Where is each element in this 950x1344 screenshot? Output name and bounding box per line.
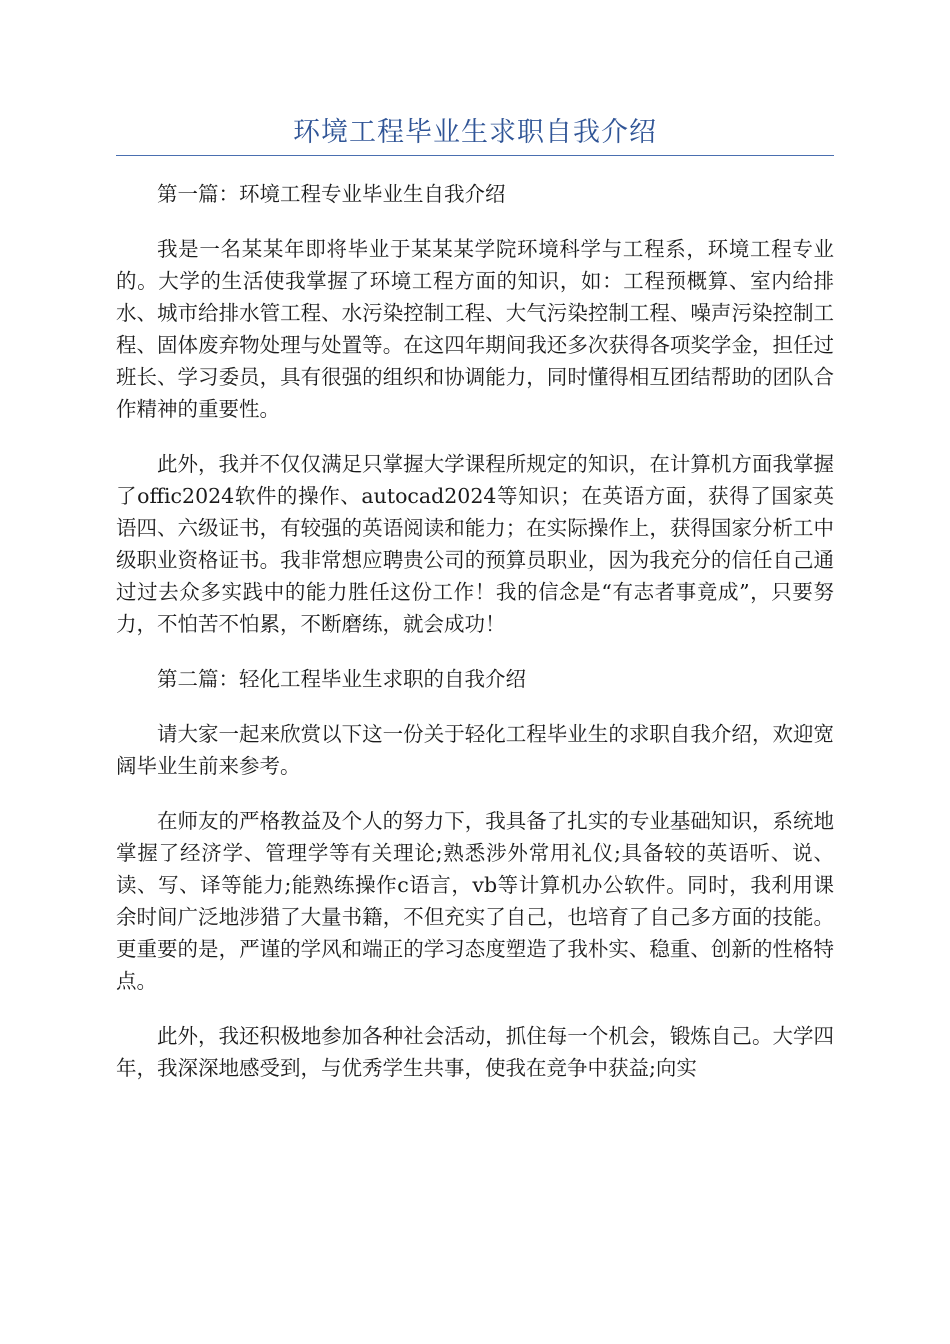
title-underline xyxy=(116,155,834,156)
paragraph-intro: 我是一名某某年即将毕业于某某某学院环境科学与工程系，环境工程专业的。大学的生活使我掌握了环境工程方面的知识，如：工程预概算、室内给排水、城市给排水管工程、水污染控制工程、大气污染控制工程、噪声污染控制工程、固体废弃物处理与处置等。在这四年期间我还多次获得各项奖学金，担任过班长、学习委员，具有很强的组织和协调能力，同时懂得相互团结帮助的团队合作精神的重要性。 xyxy=(116,237,834,421)
section-heading-1: 第一篇：环境工程专业毕业生自我介绍 xyxy=(157,182,506,206)
paragraph-invitation: 请大家一起来欣赏以下这一份关于轻化工程毕业生的求职自我介绍，欢迎宽阔毕业生前来参考。 xyxy=(116,722,834,778)
document-title: 环境工程毕业生求职自我介绍 xyxy=(293,117,657,148)
paragraph-activities: 此外，我还积极地参加各种社会活动，抓住每一个机会，锻炼自己。大学四年，我深深地感受到，与优秀学生共事，使我在竞争中获益;向实 xyxy=(116,1024,834,1080)
paragraph-knowledge: 在师友的严格教益及个人的努力下，我具备了扎实的专业基础知识，系统地掌握了经济学、管理学等有关理论;熟悉涉外常用礼仪;具备较的英语听、说、读、写、译等能力;能熟练操作c语言，vb等计算机办公软件。同时，我利用课余时间广泛地涉猎了大量书籍，不但充实了自己，也培育了自己多方面的技能。更重要的是，严谨的学风和端正的学习态度塑造了我朴实、稳重、创新的性格特点。 xyxy=(116,809,834,993)
paragraph-skills: 此外，我并不仅仅满足只掌握大学课程所规定的知识，在计算机方面我掌握了offic2024软件的操作、autocad2024等知识；在英语方面，获得了国家英语四、六级证书，有较强的英语阅读和能力；在实际操作上，获得国家分析工中级职业资格证书。我非常想应聘贵公司的预算员职业，因为我充分的信任自己通过过去众多实践中的能力胜任这份工作！我的信念是“有志者事竟成”，只要努力，不怕苦不怕累，不断磨练，就会成功！ xyxy=(116,452,834,636)
document-page xyxy=(116,0,834,1084)
section-heading-2: 第二篇：轻化工程毕业生求职的自我介绍 xyxy=(157,667,526,691)
